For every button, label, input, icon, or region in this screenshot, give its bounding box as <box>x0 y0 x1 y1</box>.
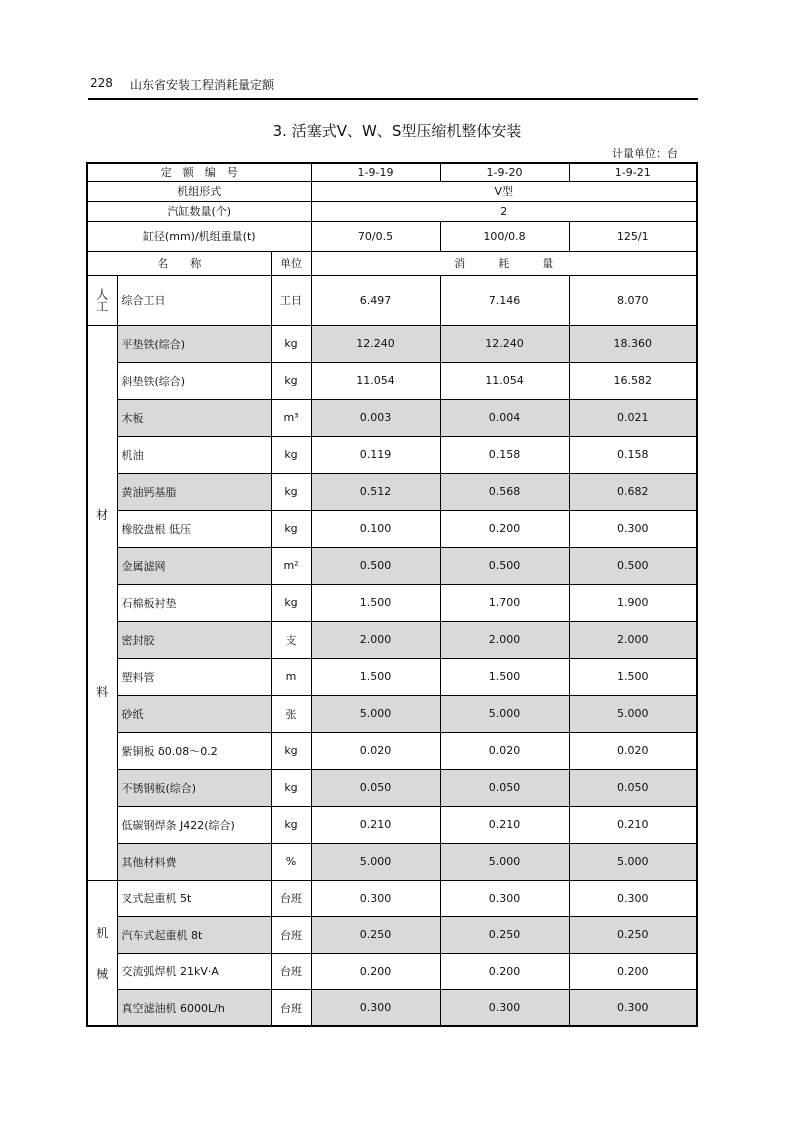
item-unit: kg <box>271 732 311 769</box>
column-header-row <box>87 251 697 275</box>
item-name: 汽车式起重机 8t <box>117 917 271 954</box>
item-value: 0.300 <box>569 990 697 1027</box>
item-unit: 台班 <box>271 917 311 954</box>
item-unit: 台班 <box>271 880 311 917</box>
item-value: 1.500 <box>311 658 440 695</box>
bore-value-1: 70/0.5 <box>311 221 440 251</box>
cylinder-row <box>87 201 697 221</box>
table-row <box>87 362 697 399</box>
item-value: 0.300 <box>569 510 697 547</box>
item-value: 1.500 <box>311 584 440 621</box>
item-value: 0.210 <box>311 806 440 843</box>
code-2: 1-9-20 <box>440 163 569 181</box>
table-row <box>87 769 697 806</box>
item-unit: kg <box>271 510 311 547</box>
item-unit: kg <box>271 436 311 473</box>
item-value: 11.054 <box>440 362 569 399</box>
table-row <box>87 473 697 510</box>
table-row <box>87 658 697 695</box>
item-value: 1.500 <box>569 658 697 695</box>
code-1: 1-9-19 <box>311 163 440 181</box>
item-unit: kg <box>271 325 311 362</box>
item-unit: m <box>271 658 311 695</box>
item-unit: 支 <box>271 621 311 658</box>
item-value: 0.158 <box>569 436 697 473</box>
item-value: 0.021 <box>569 399 697 436</box>
item-value: 5.000 <box>311 843 440 880</box>
item-value: 0.200 <box>440 510 569 547</box>
machinery-category <box>87 880 117 1026</box>
item-name: 木板 <box>117 399 271 436</box>
item-unit: 张 <box>271 695 311 732</box>
item-value: 0.300 <box>440 990 569 1027</box>
item-unit: kg <box>271 473 311 510</box>
item-unit: kg <box>271 362 311 399</box>
item-value: 0.500 <box>440 547 569 584</box>
item-value: 0.119 <box>311 436 440 473</box>
table-row <box>87 990 697 1027</box>
item-name: 紫铜板 δ0.08～0.2 <box>117 732 271 769</box>
materials-category <box>87 325 117 880</box>
table-row <box>87 547 697 584</box>
item-name: 不锈钢板(综合) <box>117 769 271 806</box>
category-label-top: 机 <box>96 925 109 940</box>
item-unit: m³ <box>271 399 311 436</box>
item-value: 0.200 <box>569 953 697 990</box>
item-value: 11.054 <box>311 362 440 399</box>
item-unit: kg <box>271 769 311 806</box>
category-label-bottom: 料 <box>96 684 109 699</box>
table-row <box>87 510 697 547</box>
item-value: 0.020 <box>311 732 440 769</box>
item-unit: m² <box>271 547 311 584</box>
code-3: 1-9-21 <box>569 163 697 181</box>
item-value: 0.050 <box>311 769 440 806</box>
item-name: 低碳钢焊条 J422(综合) <box>117 806 271 843</box>
item-value: 5.000 <box>311 695 440 732</box>
item-value: 0.250 <box>569 917 697 954</box>
item-value: 0.004 <box>440 399 569 436</box>
cylinder-label: 汽缸数量(个) <box>87 201 311 221</box>
page-number: 228 <box>90 76 113 90</box>
table-row <box>87 917 697 954</box>
item-value: 5.000 <box>440 695 569 732</box>
unit-column-header: 单位 <box>271 251 311 275</box>
item-value: 0.300 <box>311 990 440 1027</box>
item-name: 砂纸 <box>117 695 271 732</box>
item-unit: % <box>271 843 311 880</box>
item-value: 0.200 <box>440 953 569 990</box>
item-unit: 台班 <box>271 953 311 990</box>
item-value: 0.200 <box>311 953 440 990</box>
labor-category <box>87 275 117 325</box>
item-value: 12.240 <box>311 325 440 362</box>
item-value: 5.000 <box>569 695 697 732</box>
section-title: 3. 活塞式V、W、S型压缩机整体安装 <box>272 122 522 140</box>
item-value: 0.300 <box>440 880 569 917</box>
table-row <box>87 621 697 658</box>
quota-table <box>86 162 698 1027</box>
item-name: 平垫铁(综合) <box>117 325 271 362</box>
item-unit: kg <box>271 806 311 843</box>
bore-value-3: 125/1 <box>569 221 697 251</box>
item-value: 0.020 <box>440 732 569 769</box>
book-title: 山东省安装工程消耗量定额 <box>130 78 275 92</box>
bore-row <box>87 221 697 251</box>
item-value: 7.146 <box>440 275 569 325</box>
item-unit: 台班 <box>271 990 311 1027</box>
item-value: 2.000 <box>440 621 569 658</box>
code-row <box>87 163 697 181</box>
item-value: 0.003 <box>311 399 440 436</box>
item-unit: 工日 <box>271 275 311 325</box>
item-value: 1.900 <box>569 584 697 621</box>
item-name: 真空滤油机 6000L/h <box>117 990 271 1027</box>
item-value: 6.497 <box>311 275 440 325</box>
item-name: 密封胶 <box>117 621 271 658</box>
category-label: 人工 <box>94 288 109 312</box>
item-value: 1.700 <box>440 584 569 621</box>
page-header <box>88 74 698 100</box>
item-value: 12.240 <box>440 325 569 362</box>
table-row <box>87 953 697 990</box>
table-row <box>87 806 697 843</box>
item-value: 5.000 <box>569 843 697 880</box>
item-value: 1.500 <box>440 658 569 695</box>
code-label: 定 额 编 号 <box>87 163 311 181</box>
item-unit: kg <box>271 584 311 621</box>
category-label-bottom: 械 <box>96 966 109 981</box>
table-row <box>87 275 697 325</box>
item-name: 橡胶盘根 低压 <box>117 510 271 547</box>
table-row <box>87 584 697 621</box>
item-value: 0.210 <box>440 806 569 843</box>
bore-label: 缸径(mm)/机组重量(t) <box>87 221 311 251</box>
item-name: 综合工日 <box>117 275 271 325</box>
table-row <box>87 325 697 362</box>
consumption-column-header: 消 耗 量 <box>311 251 697 275</box>
item-value: 0.682 <box>569 473 697 510</box>
item-value: 0.020 <box>569 732 697 769</box>
item-name: 石棉板衬垫 <box>117 584 271 621</box>
item-value: 16.582 <box>569 362 697 399</box>
item-name: 塑料管 <box>117 658 271 695</box>
form-row <box>87 181 697 201</box>
unit-note: 计量单位：台 <box>612 147 678 160</box>
item-value: 0.050 <box>440 769 569 806</box>
table-row <box>87 880 697 917</box>
form-value: V型 <box>311 181 697 201</box>
item-name: 机油 <box>117 436 271 473</box>
item-value: 0.100 <box>311 510 440 547</box>
item-value: 0.300 <box>311 880 440 917</box>
form-label: 机组形式 <box>87 181 311 201</box>
item-value: 0.500 <box>311 547 440 584</box>
item-value: 2.000 <box>311 621 440 658</box>
item-value: 8.070 <box>569 275 697 325</box>
item-name: 金属滤网 <box>117 547 271 584</box>
item-value: 0.250 <box>440 917 569 954</box>
bore-value-2: 100/0.8 <box>440 221 569 251</box>
item-value: 5.000 <box>440 843 569 880</box>
table-row <box>87 399 697 436</box>
item-value: 0.300 <box>569 880 697 917</box>
item-value: 0.050 <box>569 769 697 806</box>
item-value: 0.158 <box>440 436 569 473</box>
item-name: 叉式起重机 5t <box>117 880 271 917</box>
item-value: 0.512 <box>311 473 440 510</box>
item-value: 18.360 <box>569 325 697 362</box>
name-column-header: 名 称 <box>87 251 271 275</box>
table-row <box>87 843 697 880</box>
item-value: 2.000 <box>569 621 697 658</box>
category-label-top: 材 <box>96 507 109 522</box>
item-value: 0.250 <box>311 917 440 954</box>
item-name: 黄油钙基脂 <box>117 473 271 510</box>
item-value: 0.210 <box>569 806 697 843</box>
item-name: 其他材料费 <box>117 843 271 880</box>
table-row <box>87 436 697 473</box>
table-row <box>87 695 697 732</box>
item-name: 交流弧焊机 21kV·A <box>117 953 271 990</box>
item-value: 0.500 <box>569 547 697 584</box>
cylinder-value: 2 <box>311 201 697 221</box>
item-name: 斜垫铁(综合) <box>117 362 271 399</box>
table-row <box>87 732 697 769</box>
item-value: 0.568 <box>440 473 569 510</box>
